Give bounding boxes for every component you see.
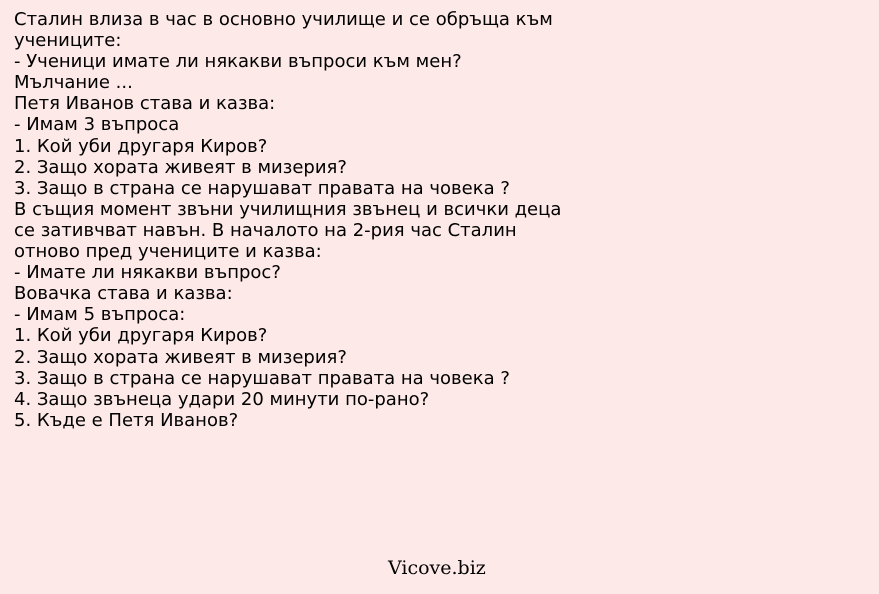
site-watermark: Vicove.biz	[388, 557, 486, 579]
joke-text	[14, 9, 562, 431]
joke-line: Петя Иванов става и казва:	[14, 93, 276, 115]
joke-line: 5. Къде е Петя Иванов?	[14, 409, 239, 431]
joke-line: се зативчват навън. В началото на 2-рия час Сталин	[14, 219, 517, 241]
joke-line: Сталин влиза в час в основно училище и се обръща към	[14, 9, 553, 30]
joke-line: - Имам 5 въпроса:	[14, 304, 186, 326]
joke-line: В същия момент звъни училищния звънец и всички деца	[14, 198, 562, 220]
joke-line: 2. Защо хората живеят в мизерия?	[14, 346, 347, 368]
joke-line: 1. Кой уби другаря Киров?	[14, 325, 268, 347]
joke-line: отново пред учениците и казва:	[14, 241, 322, 263]
joke-line: - Ученици имате ли някакви въпроси към мен?	[14, 51, 462, 73]
joke-line: Мълчание ...	[14, 72, 133, 94]
joke-line: учениците:	[14, 30, 122, 52]
joke-line: 3. Защо в страна се нарушават правата на човека ?	[14, 177, 510, 199]
joke-line: Вовачка става и казва:	[14, 283, 233, 305]
joke-line: 1. Кой уби другаря Киров?	[14, 135, 268, 157]
joke-line: 4. Защо звънеца удари 20 минути по-рано?	[14, 388, 430, 410]
joke-line: - Имам 3 въпроса	[14, 114, 180, 136]
joke-line: - Имате ли някакви въпрос?	[14, 262, 281, 284]
joke-line: 2. Защо хората живеят в мизерия?	[14, 156, 347, 178]
joke-line: 3. Защо в страна се нарушават правата на човека ?	[14, 367, 510, 389]
